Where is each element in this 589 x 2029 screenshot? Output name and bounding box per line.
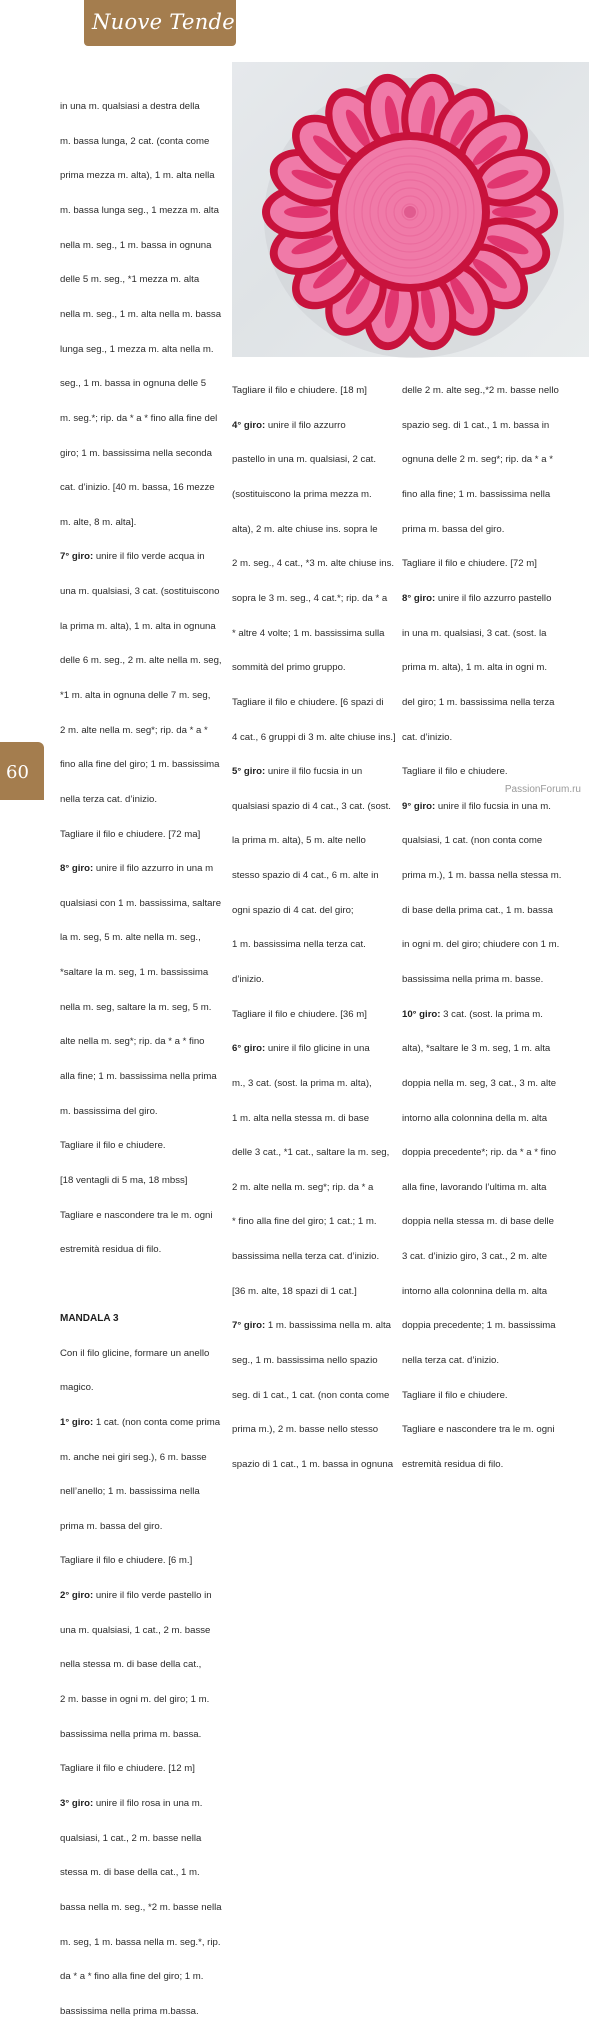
- round-label: 4° giro:: [232, 419, 266, 431]
- text-line: bassa nella m. seg., *2 m. basse nella: [60, 1901, 222, 1913]
- text-line: estremità residua di filo.: [402, 1458, 504, 1470]
- text-line: stesso spazio di 4 cat., 6 m. alte in: [232, 870, 379, 882]
- text-line: 2 m. seg., 4 cat., *3 m. alte chiuse ins.: [232, 558, 395, 570]
- round-label: 8° giro:: [402, 592, 436, 604]
- round-label: 10° giro:: [402, 1008, 441, 1020]
- text-line: m., 3 cat. (sost. la prima m. alta),: [232, 1077, 372, 1089]
- petal-stripe: [492, 206, 536, 218]
- section-title: Nuove Tendenze: [92, 10, 273, 34]
- text-line: Tagliare il filo e chiudere. [72 ma]: [60, 828, 201, 840]
- text-line: prima m. bassa del giro.: [402, 523, 505, 535]
- text-line: 2 m. basse in ogni m. del giro; 1 m.: [60, 1694, 210, 1706]
- text-line: unire il filo glicine in una: [265, 1043, 370, 1055]
- text-column-1: [60, 78, 228, 2029]
- text-line: (sostituiscono la prima mezza m.: [232, 489, 372, 501]
- text-line: Tagliare il filo e chiudere. [18 m]: [232, 385, 367, 397]
- text-line: unire il filo fucsia in un: [265, 766, 363, 778]
- text-line: nella m. seg., 1 m. alta nella m. bassa: [60, 308, 222, 320]
- text-line: la prima m. alta), 5 m. alte nello: [232, 835, 366, 847]
- text-line: [18 ventagli di 5 ma, 18 mbss]: [60, 1174, 188, 1186]
- text-line: unire il filo rosa in una m.: [93, 1797, 203, 1809]
- text-line: 2 m. alte nella m. seg*; rip. da * a *: [60, 724, 208, 736]
- text-line: giro; 1 m. bassissima nella seconda: [60, 447, 212, 459]
- text-line: stessa m. di base della cat., 1 m.: [60, 1867, 200, 1879]
- text-line: spazio seg. di 1 cat., 1 m. bassa in: [402, 419, 550, 431]
- text-line: 1 m. bassissima nella terza cat.: [232, 939, 366, 951]
- text-line: m. seg.*; rip. da * a * fino alla fine del: [60, 412, 218, 424]
- text-line: prima m. bassa del giro.: [60, 1520, 163, 1532]
- mandala-center: [404, 206, 416, 218]
- text-line: alla fine; 1 m. bassissima nella prima: [60, 1071, 217, 1083]
- text-line: Tagliare il filo e chiudere.: [402, 1389, 508, 1401]
- round-8-line: [60, 863, 228, 875]
- round-label: 7° giro:: [60, 551, 94, 563]
- spacer: [60, 1279, 228, 1290]
- text-line: seg., 1 m. bassa in ognuna delle 5: [60, 378, 207, 390]
- text-line: nella terza cat. d’inizio.: [402, 1355, 500, 1367]
- round-7-line: [60, 551, 228, 563]
- text-line: doppia nella stessa m. di base delle: [402, 1216, 554, 1228]
- text-line: cat. d’inizio. [40 m. bassa, 16 mezze: [60, 482, 215, 494]
- round-label: 8° giro:: [60, 863, 94, 875]
- text-line: ognuna delle 2 m. seg*; rip. da * a *: [402, 454, 553, 466]
- round-label: 1° giro:: [60, 1416, 94, 1428]
- text-line: delle 3 cat., *1 cat., saltare la m. seg,: [232, 1147, 390, 1159]
- text-line: Tagliare il filo e chiudere. [72 m]: [402, 558, 537, 570]
- round-7b-line: [232, 1320, 400, 1332]
- crochet-mandala-image: [232, 62, 589, 357]
- round-5-line: [232, 766, 400, 778]
- text-line: in una m. qualsiasi a destra della: [60, 101, 200, 113]
- text-line: magico.: [60, 1382, 94, 1394]
- round-10-line: [402, 1009, 570, 1021]
- text-line: 1 m. alta nella stessa m. di base: [232, 1112, 370, 1124]
- text-line: doppia nella m. seg, 3 cat., 3 m. alte: [402, 1077, 557, 1089]
- text-line: bassissima nella prima m. basse.: [402, 973, 544, 985]
- text-line: 1 cat. (non conta come prima: [93, 1416, 221, 1428]
- text-line: prima m. alta), 1 m. alta in ogni m.: [402, 662, 548, 674]
- text-line: alla fine, lavorando l’ultima m. alta: [402, 1181, 547, 1193]
- text-line: ogni spazio di 4 cat. del giro;: [232, 904, 354, 916]
- text-line: m. alte, 8 m. alta].: [60, 516, 137, 528]
- text-line: bassissima nella terza cat. d’inizio.: [232, 1251, 380, 1263]
- text-line: sopra le 3 m. seg., 4 cat.*; rip. da * a: [232, 592, 388, 604]
- text-line: 2 m. alte nella m. seg*; rip. da * a: [232, 1181, 374, 1193]
- round-8-line: [402, 593, 570, 605]
- text-line: qualsiasi con 1 m. bassissima, saltare: [60, 897, 222, 909]
- round-label: 6° giro:: [232, 1043, 266, 1055]
- text-line: Tagliare e nascondere tra le m. ogni: [60, 1209, 213, 1221]
- round-6-line: [232, 1043, 400, 1055]
- text-line: delle 5 m. seg., *1 mezza m. alta: [60, 274, 200, 286]
- text-line: la m. seg, 5 m. alte nella m. seg.,: [60, 932, 201, 944]
- mandala-photo: [232, 62, 589, 357]
- text-line: spazio di 1 cat., 1 m. bassa in ognuna: [232, 1458, 394, 1470]
- text-line: doppia precedente; 1 m. bassissima: [402, 1320, 556, 1332]
- text-line: alta), *saltare le 3 m. seg, 1 m. alta: [402, 1043, 551, 1055]
- text-line: Con il filo glicine, formare un anello: [60, 1347, 210, 1359]
- text-line: lunga seg., 1 mezza m. alta nella m.: [60, 343, 214, 355]
- text-line: nell’anello; 1 m. bassissima nella: [60, 1486, 200, 1498]
- text-line: m. bassa lunga seg., 1 mezza m. alta: [60, 205, 219, 217]
- text-line: intorno alla colonnina della m. alta: [402, 1285, 548, 1297]
- text-line: nella m. seg, saltare la m. seg, 5 m.: [60, 1001, 212, 1013]
- text-line: Tagliare il filo e chiudere. [36 m]: [232, 1008, 367, 1020]
- text-line: unire il filo verde acqua in: [93, 551, 205, 563]
- round-3-line: [60, 1798, 228, 1810]
- text-line: 3 cat. (sost. la prima m.: [440, 1008, 543, 1020]
- text-line: * fino alla fine del giro; 1 cat.; 1 m.: [232, 1216, 377, 1228]
- round-label: 9° giro:: [402, 800, 436, 812]
- text-line: una m. qualsiasi, 1 cat., 2 m. basse: [60, 1624, 211, 1636]
- text-line: del giro; 1 m. bassissima nella terza: [402, 696, 555, 708]
- watermark: PassionForum.ru: [504, 784, 581, 795]
- text-line: qualsiasi, 1 cat. (non conta come: [402, 835, 543, 847]
- text-line: bassissima nella prima m.bassa.: [60, 2005, 199, 2017]
- text-line: *1 m. alta in ognuna delle 7 m. seg,: [60, 689, 211, 701]
- text-line: cat. d’inizio.: [402, 731, 453, 743]
- text-line: Tagliare il filo e chiudere. [6 m.]: [60, 1555, 193, 1567]
- text-line: unire il filo azzurro: [265, 419, 346, 431]
- round-label: 3° giro:: [60, 1797, 94, 1809]
- text-line: nella stessa m. di base della cat.,: [60, 1659, 202, 1671]
- round-4-line: [232, 420, 400, 432]
- text-line: unire il filo verde pastello in: [93, 1590, 212, 1602]
- text-line: m. bassa lunga, 2 cat. (conta come: [60, 135, 210, 147]
- text-line: d’inizio.: [232, 973, 264, 985]
- text-line: seg., 1 m. bassissima nello spazio: [232, 1355, 378, 1367]
- text-line: Tagliare e nascondere tra le m. ogni: [402, 1424, 555, 1436]
- text-line: delle 2 m. alte seg.,*2 m. basse nello: [402, 385, 559, 397]
- text-line: la prima m. alta), 1 m. alta in ognuna: [60, 620, 216, 632]
- text-line: Tagliare il filo e chiudere. [6 spazi di: [232, 696, 384, 708]
- round-label: 7° giro:: [232, 1320, 266, 1332]
- text-line: unire il filo azzurro pastello: [435, 592, 552, 604]
- text-line: prima m.), 1 m. bassa nella stessa m.: [402, 870, 562, 882]
- text-column-2: [232, 362, 400, 1482]
- text-line: m. bassissima del giro.: [60, 1105, 158, 1117]
- text-line: da * a * fino alla fine del giro; 1 m.: [60, 1971, 204, 1983]
- text-line: prima m.), 2 m. basse nello stesso: [232, 1424, 379, 1436]
- text-line: 3 cat. d’inizio giro, 3 cat., 2 m. alte: [402, 1251, 548, 1263]
- text-line: bassissima nella prima m. bassa.: [60, 1728, 202, 1740]
- text-line: estremità residua di filo.: [60, 1244, 162, 1256]
- text-line: intorno alla colonnina della m. alta: [402, 1112, 548, 1124]
- text-line: Tagliare il filo e chiudere.: [402, 766, 508, 778]
- text-line: qualsiasi, 1 cat., 2 m. basse nella: [60, 1832, 202, 1844]
- text-line: di base della prima cat., 1 m. bassa: [402, 904, 553, 916]
- text-line: prima mezza m. alta), 1 m. alta nella: [60, 170, 215, 182]
- mandala-3-heading: MANDALA 3: [60, 1312, 119, 1324]
- text-line: *saltare la m. seg, 1 m. bassissima: [60, 967, 209, 979]
- text-line: fino alla fine del giro; 1 m. bassissima: [60, 759, 220, 771]
- text-line: sommità del primo gruppo.: [232, 662, 346, 674]
- text-line: seg. di 1 cat., 1 cat. (non conta come: [232, 1389, 390, 1401]
- text-line: [36 m. alte, 18 spazi di 1 cat.]: [232, 1285, 357, 1297]
- text-line: delle 6 m. seg., 2 m. alte nella m. seg,: [60, 655, 222, 667]
- text-line: m. seg, 1 m. bassa nella m. seg.*, rip.: [60, 1936, 221, 1948]
- text-line: m. anche nei giri seg.), 6 m. basse: [60, 1451, 207, 1463]
- round-label: 2° giro:: [60, 1590, 94, 1602]
- text-line: nella terza cat. d’inizio.: [60, 793, 158, 805]
- text-line: unire il filo fucsia in una m.: [435, 800, 551, 812]
- text-line: alta), 2 m. alte chiuse ins. sopra le: [232, 523, 378, 535]
- text-line: nella m. seg., 1 m. bassa in ognuna: [60, 239, 212, 251]
- petal-stripe: [284, 206, 328, 218]
- round-9-line: [402, 801, 570, 813]
- text-line: fino alla fine; 1 m. bassissima nella: [402, 489, 551, 501]
- round-label: 5° giro:: [232, 766, 266, 778]
- text-line: 1 m. bassissima nella m. alta: [265, 1320, 391, 1332]
- text-line: in ogni m. del giro; chiudere con 1 m.: [402, 939, 560, 951]
- text-line: alte nella m. seg*; rip. da * a * fino: [60, 1036, 205, 1048]
- text-line: doppia precedente*; rip. da * a * fino: [402, 1147, 557, 1159]
- text-line: 4 cat., 6 gruppi di 3 m. alte chiuse ins.]: [232, 731, 396, 743]
- text-line: qualsiasi spazio di 4 cat., 3 cat. (sost.: [232, 800, 391, 812]
- text-line: * altre 4 volte; 1 m. bassissima sulla: [232, 627, 385, 639]
- page-number: 60: [6, 762, 29, 783]
- text-line: unire il filo azzurro in una m: [93, 863, 214, 875]
- text-line: Tagliare il filo e chiudere. [12 m]: [60, 1763, 195, 1775]
- text-column-3: [402, 362, 570, 1482]
- text-line: una m. qualsiasi, 3 cat. (sostituiscono: [60, 586, 220, 598]
- round-2-line: [60, 1590, 228, 1602]
- text-line: in una m. qualsiasi, 3 cat. (sost. la: [402, 627, 547, 639]
- text-line: Tagliare il filo e chiudere.: [60, 1140, 166, 1152]
- text-line: pastello in una m. qualsiasi, 2 cat.: [232, 454, 376, 466]
- round-1-line: [60, 1417, 228, 1429]
